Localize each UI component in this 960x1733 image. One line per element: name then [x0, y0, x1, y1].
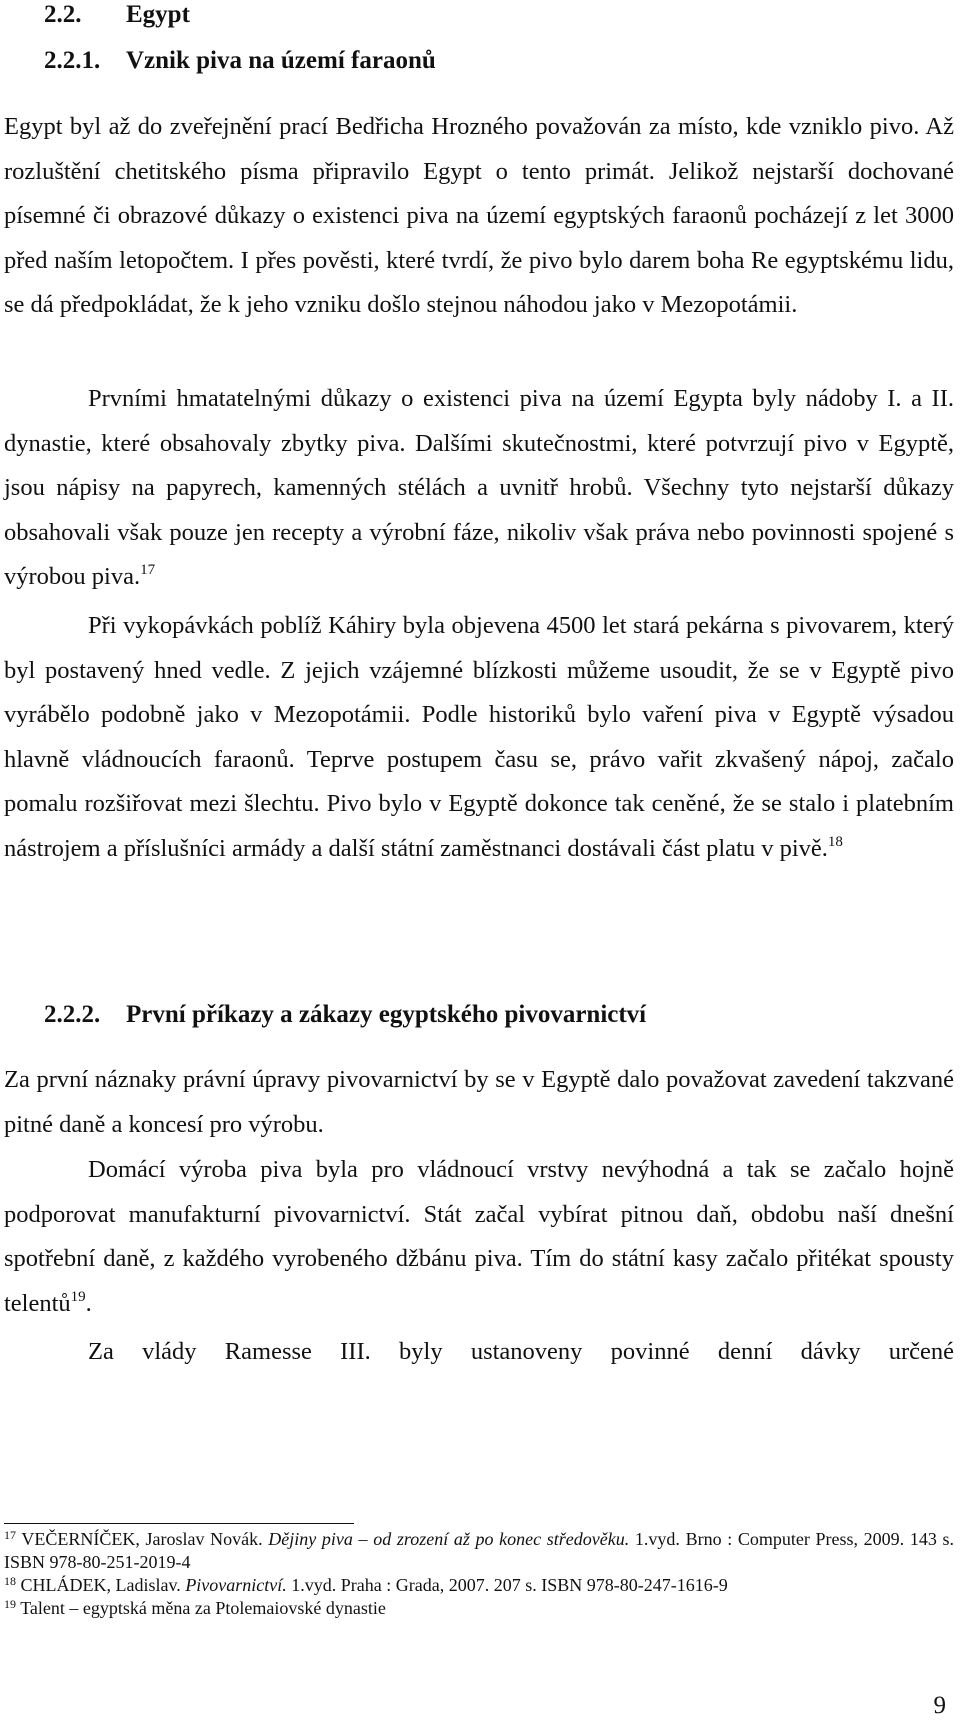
footnote-author: CHLÁDEK, Ladislav. — [20, 1575, 186, 1595]
footnote-author: VEČERNÍČEK, Jaroslav Novák. — [21, 1529, 269, 1549]
section-title: Egypt — [126, 1, 190, 28]
paragraph-text: Při vykopávkách poblíž Káhiry byla objevena 4500 let stará pekárna s pivovarem, který byl postavený hned vedle. Z jejich vzájemné blízkosti můžeme usoudit, že se v Egyptě pivo vyrábělo podobně jako v Mezopotámii. Podle historiků bylo vaření piva v Egyptě výsadou hlavně vládnoucích faraonů. Teprve postupem času se, právo vařit zkvašený nápoj, začalo pomalu rozšiřovat mezi šlechtu. Pivo bylo v Egyptě dokonce tak ceněné, že se stalo i platebním nástrojem a příslušníci armády a další státní zaměstnanci dostávali část platu v pivě. — [4, 612, 954, 862]
footnote-19 — [4, 1597, 954, 1620]
footnote-text: Talent – egyptská měna za Ptolemaiovské dynastie — [20, 1598, 386, 1618]
section-heading-2-2-1 — [44, 46, 436, 76]
section-number: 2.2.2. — [44, 1001, 101, 1028]
footnote-18 — [4, 1574, 954, 1597]
footnote-publication: 1.vyd. Brno : Computer Press, 2009. 143 s. ISBN 978-80-251-2019-4 — [4, 1529, 954, 1572]
paragraph-3 — [4, 604, 954, 872]
paragraph-text: Domácí výroba piva byla pro vládnoucí vrstvy nevýhodná a tak se začalo hojně podporovat manufakturní pivovarnictví. Stát začal vybírat pitnou daň, obdobu naší dnešní spotřební daně, z každého vyrobeného džbánu piva. Tím do státní kasy začalo přitékat spousty telentů — [4, 1156, 954, 1317]
paragraph-2 — [4, 377, 954, 600]
section-number: 2.2. — [44, 1, 82, 28]
paragraph-5 — [4, 1148, 954, 1326]
footnote-ref-17[interactable]: 17 — [140, 562, 156, 579]
footnote-number: 19 — [4, 1597, 16, 1611]
paragraph-text-end: . — [85, 1289, 92, 1317]
footnote-number: 17 — [4, 1528, 16, 1542]
paragraph-4: Za první náznaky právní úpravy pivovarnictví by se v Egyptě dalo považovat zavedení takzvané pitné daně a koncesí pro výrobu. — [4, 1066, 954, 1138]
footnote-publication: 1.vyd. Praha : Grada, 2007. 207 s. ISBN 978-80-247-1616-9 — [286, 1575, 728, 1595]
section-heading-2-2 — [44, 0, 190, 30]
section-number: 2.2.1. — [44, 47, 101, 74]
footnote-17 — [4, 1528, 954, 1574]
section-heading-2-2-2 — [44, 1000, 646, 1030]
section-title: Vznik piva na území faraonů — [126, 47, 436, 74]
footnote-divider — [4, 1523, 354, 1524]
footnote-title: Pivovarnictví. — [185, 1575, 287, 1595]
footnote-title: Dějiny piva – od zrození až po konec středověku. — [268, 1529, 630, 1549]
paragraph-1: Egypt byl až do zveřejnění prací Bedřicha Hrozného považován za místo, kde vzniklo pivo. Až rozluštění chetitského písma připravilo Egypt o tento primát. Jelikož nejstarší dochované písemné či obrazové důkazy o existenci piva na území egyptských faraonů pocházejí z let 3000 před naším letopočtem. I přes pověsti, které tvrdí, že pivo bylo darem boha Re egyptskému lidu, se dá předpokládat, že k jeho vzniku došlo stejnou náhodou jako v Mezopotámii. — [4, 113, 954, 319]
footnotes — [4, 1528, 954, 1620]
footnote-ref-18[interactable]: 18 — [827, 833, 843, 850]
page-number: 9 — [933, 1692, 946, 1719]
paragraph-text: Prvními hmatatelnými důkazy o existenci piva na území Egypta byly nádoby I. a II. dynastie, které obsahovaly zbytky piva. Dalšími skutečnostmi, které potvrzují pivo v Egyptě, jsou nápisy na papyrech, kamenných stélách a uvnitř hrobů. Všechny tyto nejstarší důkazy obsahovali však pouze jen recepty a výrobní fáze, nikoliv však práva nebo povinnosti spojené s výrobou piva. — [4, 385, 954, 591]
paragraph-6: Za vlády Ramesse III. byly ustanoveny povinné denní dávky určené — [88, 1338, 954, 1365]
section-title: První příkazy a zákazy egyptského pivovarnictví — [126, 1001, 647, 1028]
footnote-ref-19[interactable]: 19 — [70, 1288, 86, 1305]
footnote-number: 18 — [4, 1574, 16, 1588]
